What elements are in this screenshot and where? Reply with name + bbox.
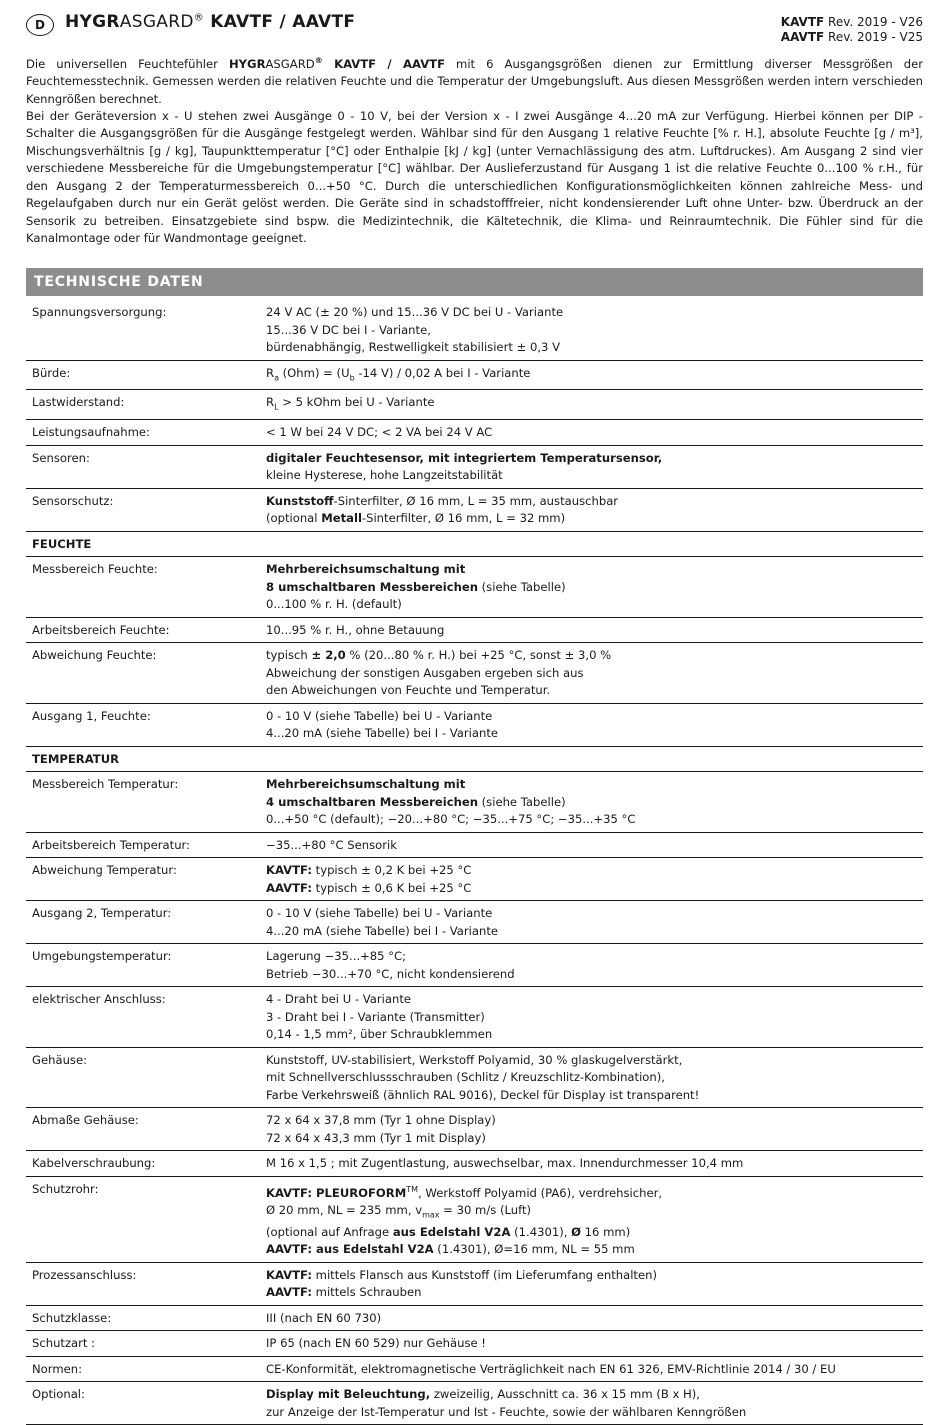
spec-value: 0 - 10 V (siehe Tabelle) bei U - Variante 4...20 mA (siehe Tabelle) bei I - Variante [260, 703, 923, 746]
spec-subheader-feuchte [26, 531, 923, 557]
spec-label: Arbeitsbereich Feuchte: [26, 617, 260, 643]
spec-row-prozessanschluss [26, 1262, 923, 1305]
spec-label: Gehäuse: [26, 1047, 260, 1108]
spec-row-gehaeuse [26, 1047, 923, 1108]
language-badge: D [26, 14, 54, 36]
subheader-label: FEUCHTE [26, 531, 923, 557]
spec-row-umgebungstemperatur [26, 944, 923, 987]
spec-value: 24 V AC (± 20 %) und 15...36 V DC bei U - Variante 15...36 V DC bei I - Variante, bürdenabhängig, Restwelligkeit stabilisiert ± 0,3 V [260, 300, 923, 360]
intro-text [26, 52, 923, 247]
spec-label: Umgebungstemperatur: [26, 944, 260, 987]
spec-label: Schutzrohr: [26, 1176, 260, 1262]
spec-label: Messbereich Feuchte: [26, 557, 260, 618]
spec-label: Schutzklasse: [26, 1305, 260, 1331]
intro-paragraph-1: Die universellen Feuchtefühler HYGRASGARD® KAVTF / AAVTF mit 6 Ausgangsgrößen dienen zur Ermittlung diverser Messgrößen der Feuchtemesstechnik. Gemessen werden die relativen Feuchte und die Temperatur der Umgebungsluft. Aus diesen Messgrößen werden intern verschieden Kenngrößen berechnet. [26, 56, 923, 106]
spec-value: typisch ± 2,0 % (20...80 % r. H.) bei +25 °C, sonst ± 3,0 % Abweichung der sonstigen Ausgaben ergeben sich aus den Abweichungen von Feuchte und Temperatur. [260, 643, 923, 704]
spec-table [26, 300, 923, 1425]
spec-subheader-temperatur [26, 746, 923, 772]
spec-value: CE-Konformität, elektromagnetische Verträglichkeit nach EN 61 326, EMV-Richtlinie 2014 / 30 / EU [260, 1356, 923, 1382]
spec-label: Abweichung Temperatur: [26, 858, 260, 901]
spec-value: −35...+80 °C Sensorik [260, 832, 923, 858]
spec-row-schutzrohr [26, 1176, 923, 1262]
subheader-label: TEMPERATUR [26, 746, 923, 772]
spec-label: Leistungsaufnahme: [26, 420, 260, 446]
spec-value: KAVTF: typisch ± 0,2 K bei +25 °C AAVTF: typisch ± 0,6 K bei +25 °C [260, 858, 923, 901]
revision-info: KAVTF Rev. 2019 - V26 AAVTF Rev. 2019 - V25 [780, 15, 923, 44]
spec-row-ausgang-2 [26, 901, 923, 944]
spec-label: Abmaße Gehäuse: [26, 1108, 260, 1151]
spec-row-messbereich-feuchte [26, 557, 923, 618]
section-title-technische-daten: TECHNISCHE DATEN [26, 268, 923, 296]
spec-label: Ausgang 1, Feuchte: [26, 703, 260, 746]
spec-label: Abweichung Feuchte: [26, 643, 260, 704]
spec-row-sensorschutz [26, 488, 923, 531]
spec-row-arbeitsbereich-feuchte [26, 617, 923, 643]
page-header [26, 12, 923, 46]
document-title: HYGRASGARD® KAVTF / AAVTF [65, 12, 356, 32]
spec-label: Optional: [26, 1382, 260, 1425]
spec-row-leistung [26, 420, 923, 446]
spec-row-ausgang-1 [26, 703, 923, 746]
spec-label: Messbereich Temperatur: [26, 772, 260, 833]
spec-value: Mehrbereichsumschaltung mit 8 umschaltbaren Messbereichen (siehe Tabelle) 0...100 % r. H. (default) [260, 557, 923, 618]
spec-label: Bürde: [26, 360, 260, 390]
spec-row-arbeitsbereich-temperatur [26, 832, 923, 858]
spec-row-abmasse [26, 1108, 923, 1151]
spec-label: Prozessanschluss: [26, 1262, 260, 1305]
spec-row-spannung [26, 300, 923, 360]
spec-value: IP 65 (nach EN 60 529) nur Gehäuse ! [260, 1331, 923, 1357]
spec-label: Ausgang 2, Temperatur: [26, 901, 260, 944]
spec-row-normen [26, 1356, 923, 1382]
spec-value: $R_a$ $(Ohm) = (U_b$ -14 V) / 0,02 A bei I - Variante [260, 360, 923, 390]
spec-row-schutzklasse [26, 1305, 923, 1331]
spec-label: Kabelverschraubung: [26, 1151, 260, 1177]
spec-value: Kunststoff, UV-stabilisiert, Werkstoff Polyamid, 30 % glaskugelverstärkt, mit Schnellverschlussschrauben (Schlitz / Kreuzschlitz-Kombination), Farbe Verkehrsweiß (ähnlich RAL 9016), Deckel für Display ist transparent! [260, 1047, 923, 1108]
intro-paragraph-2: Bei der Geräteversion x - U stehen zwei Ausgänge 0 - 10 V, bei der Version x - I zwei Ausgänge 4...20 mA zur Verfügung. Hierbei können per DIP - Schalter die Ausgangsgrößen für die Ausgänge festgelegt werden. Wählbar sind für den Ausgang 1 relative Feuchte [% r. H.], absolute Feuchte [g / m³], Mischungsverhältnis [g / kg], Taupunkttemperatur [°C] oder Enthalpie [kJ / kg] (unter Vernachlässigung des atm. Luftdruckes). Am Ausgang 2 sind vier verschiedene Messbereiche für die Umgebungstemperatur [°C] wählbar. Der Auslieferzustand für Ausgang 1 ist die relative Feuchte 0...100 % r.H., für den Ausgang 2 der Temperaturmessbereich 0...+50 °C. Durch die unterschiedlichen Konfigurationsmöglichkeiten können zahlreiche Mess- und Regelaufgaben durch nur ein Gerät gelöst werden. Die Geräte sind in schadstofffreier, nicht kondensierender Luft ohne Unter- bzw. Überdruck an der Sensorik zu betreiben. Einsatzgebiete sind bspw. die Medizintechnik, die Kältetechnik, die Klima- und Reinraumtechnik. Die Fühler sind für die Kanalmontage oder für Wandmontage geeignet. [26, 109, 923, 245]
spec-value: 72 x 64 x 37,8 mm (Tyr 1 ohne Display) 72 x 64 x 43,3 mm (Tyr 1 mit Display) [260, 1108, 923, 1151]
spec-value: Display mit Beleuchtung, zweizeilig, Ausschnitt ca. 36 x 15 mm (B x H), zur Anzeige der Ist-Temperatur und Ist - Feuchte, sowie der wählbaren Kenngrößen [260, 1382, 923, 1425]
spec-label: Sensorschutz: [26, 488, 260, 531]
spec-row-lastwiderstand [26, 390, 923, 420]
spec-row-elektrischer-anschluss [26, 987, 923, 1048]
spec-label: Sensoren: [26, 445, 260, 488]
spec-value: 4 - Draht bei U - Variante 3 - Draht bei I - Variante (Transmitter) 0,14 - 1,5 mm², über Schraubklemmen [260, 987, 923, 1048]
spec-value: Lagerung −35...+85 °C; Betrieb −30...+70 °C, nicht kondensierend [260, 944, 923, 987]
spec-row-abweichung-feuchte [26, 643, 923, 704]
spec-row-kabelverschraubung [26, 1151, 923, 1177]
spec-value: Kunststoff-Sinterfilter, Ø 16 mm, L = 35 mm, austauschbar (optional Metall-Sinterfilter, Ø 16 mm, L = 32 mm) [260, 488, 923, 531]
spec-row-sensoren [26, 445, 923, 488]
spec-row-abweichung-temperatur [26, 858, 923, 901]
spec-label: Lastwiderstand: [26, 390, 260, 420]
spec-value: $R_L > 5$ kOhm bei U - Variante [260, 390, 923, 420]
spec-value: < 1 W bei 24 V DC; < 2 VA bei 24 V AC [260, 420, 923, 446]
spec-label: Normen: [26, 1356, 260, 1382]
spec-value: M 16 x 1,5 ; mit Zugentlastung, auswechselbar, max. Innendurchmesser 10,4 mm [260, 1151, 923, 1177]
spec-value: 0 - 10 V (siehe Tabelle) bei U - Variante 4...20 mA (siehe Tabelle) bei I - Variante [260, 901, 923, 944]
spec-row-buerde [26, 360, 923, 390]
spec-row-messbereich-temperatur [26, 772, 923, 833]
spec-label: Schutzart : [26, 1331, 260, 1357]
spec-label: Arbeitsbereich Temperatur: [26, 832, 260, 858]
spec-value: KAVTF: PLEUROFORM™, Werkstoff Polyamid (PA6), verdrehsicher, Ø 20 mm, NL = 235 mm, $v_{max} = 30$ m/s (Luft) (optional auf Anfrage aus Edelstahl V2A (1.4301), Ø 16 mm) AAVTF: aus Edelstahl V2A (1.4301), Ø=16 mm, NL = 55 mm [260, 1176, 923, 1262]
spec-row-schutzart [26, 1331, 923, 1357]
spec-value: digitaler Feuchtesensor, mit integriertem Temperatursensor, kleine Hysterese, hohe Langzeitstabilität [260, 445, 923, 488]
spec-value: Mehrbereichsumschaltung mit 4 umschaltbaren Messbereichen (siehe Tabelle) 0...+50 °C (default); −20...+80 °C; −35...+75 °C; −35...+35 °C [260, 772, 923, 833]
spec-value: KAVTF: mittels Flansch aus Kunststoff (im Lieferumfang enthalten) AAVTF: mittels Schrauben [260, 1262, 923, 1305]
spec-row-optional [26, 1382, 923, 1425]
spec-label: elektrischer Anschluss: [26, 987, 260, 1048]
spec-value: 10...95 % r. H., ohne Betauung [260, 617, 923, 643]
spec-value: III (nach EN 60 730) [260, 1305, 923, 1331]
spec-label: Spannungsversorgung: [26, 300, 260, 360]
